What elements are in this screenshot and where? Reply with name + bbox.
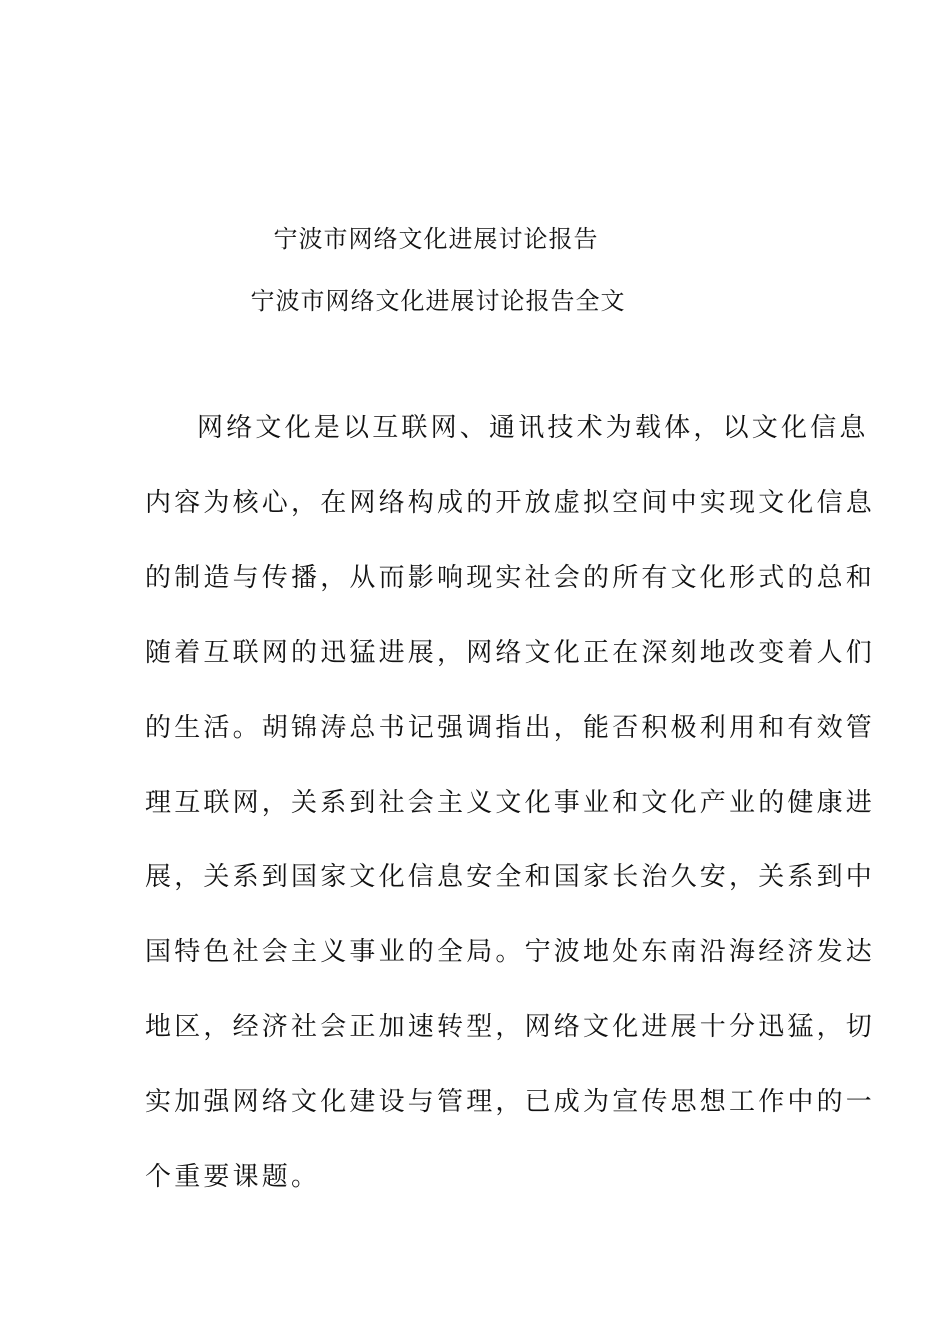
paragraph-line: 实加强网络文化建设与管理，已成为宣传思想工作中的一 <box>145 1087 876 1117</box>
paragraph-line: 网络文化是以互联网、通讯技术为载体，以文化信息 <box>197 413 869 443</box>
paragraph-line: 国特色社会主义事业的全局。宁波地处东南沿海经济发达 <box>145 937 876 967</box>
paragraph-line: 展，关系到国家文化信息安全和国家长治久安，关系到中 <box>145 862 876 892</box>
paragraph-line: 理互联网，关系到社会主义文化事业和文化产业的健康进 <box>145 788 876 818</box>
paragraph-line: 内容为核心，在网络构成的开放虚拟空间中实现文化信息 <box>145 488 876 518</box>
document-subtitle: 宁波市网络文化进展讨论报告全文 <box>250 287 626 315</box>
paragraph-line: 的制造与传播，从而影响现实社会的所有文化形式的总和 <box>145 563 876 593</box>
paragraph-line: 地区，经济社会正加速转型，网络文化进展十分迅猛，切 <box>145 1012 876 1042</box>
paragraph-line: 个重要课题。 <box>145 1162 321 1192</box>
paragraph-line: 随着互联网的迅猛进展，网络文化正在深刻地改变着人们 <box>145 638 876 668</box>
paragraph-line: 的生活。胡锦涛总书记强调指出，能否积极利用和有效管 <box>145 713 876 743</box>
document-title: 宁波市网络文化进展讨论报告 <box>273 225 599 253</box>
